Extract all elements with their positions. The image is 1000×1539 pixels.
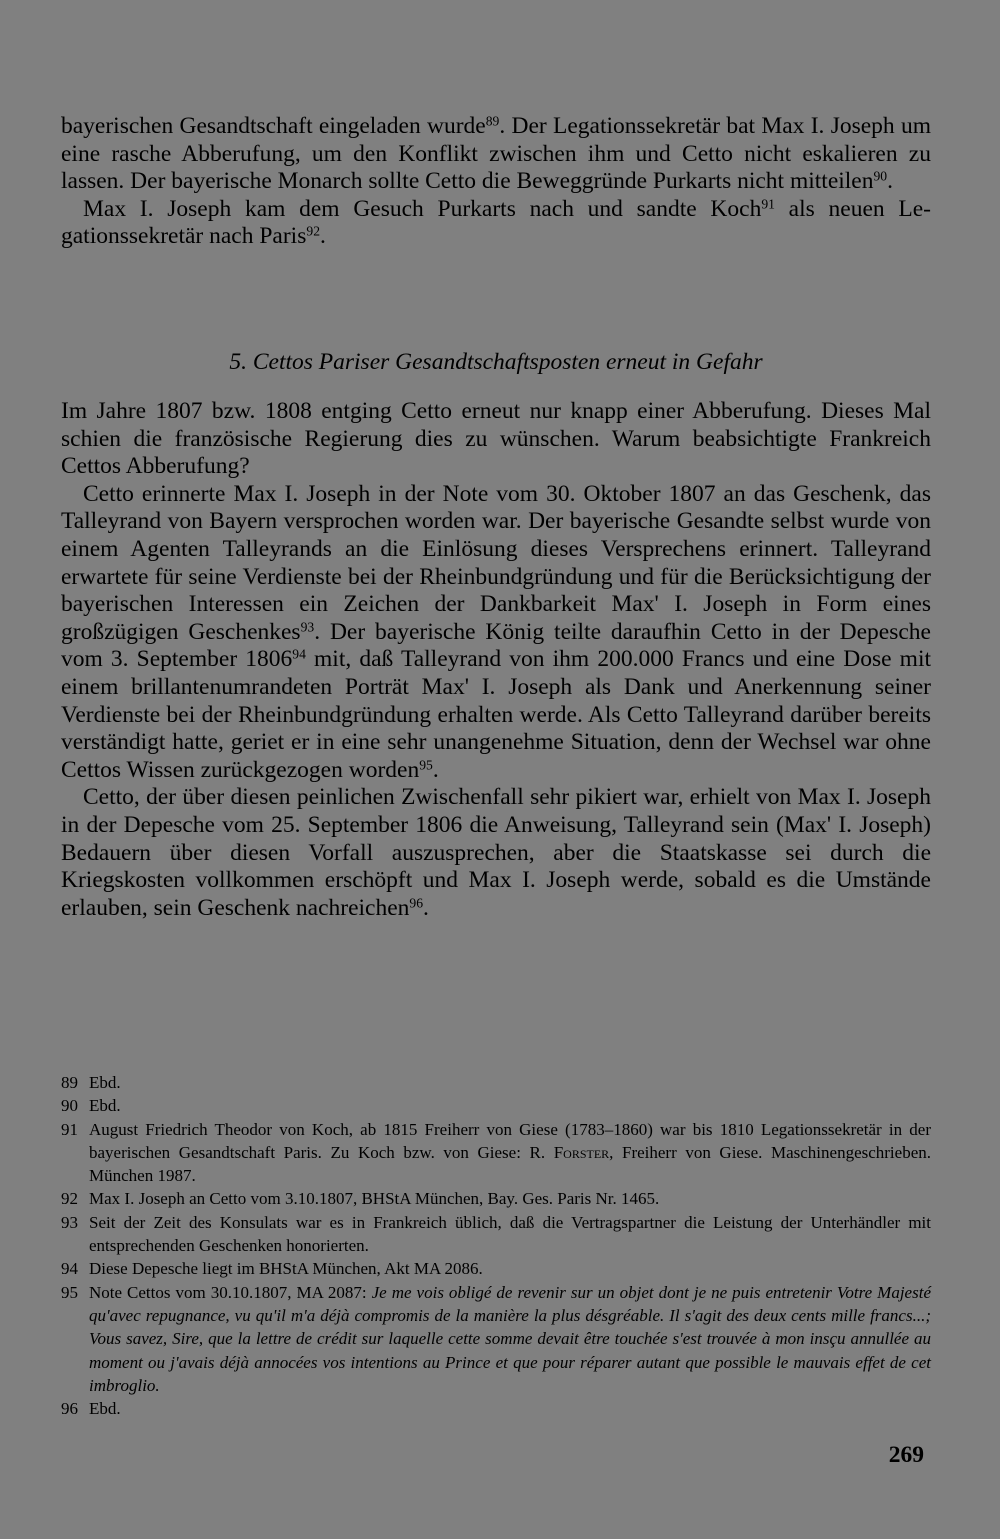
body-paragraph [61, 113, 931, 196]
body-paragraph [61, 481, 931, 785]
footnote-item [61, 1281, 931, 1397]
text-run: Ebd. [89, 1096, 121, 1116]
footnote-text [89, 1120, 931, 1186]
lead-text-block [61, 113, 931, 251]
section-heading: 5. Cettos Pariser Gesandtschaftsposten erneut in Gefahr [229, 349, 763, 375]
footnote-item [61, 1118, 931, 1188]
footnote-text [89, 1399, 121, 1418]
footnote-number: 95 [61, 1282, 78, 1302]
footnote-number: 94 [61, 1259, 78, 1279]
footnote-item [61, 1397, 931, 1420]
text-run: Diese Depesche liegt im BHStA München, Akt MA 2086. [89, 1259, 483, 1279]
text-run: Seit der Zeit des Konsulats war es in Frankreich üblich, daß die Vertragspartner die Leistung der Unterhändler mit entsprechenden Geschenken honorierten. [89, 1212, 931, 1256]
footnote-number: 90 [61, 1096, 78, 1116]
footnote-reference: 90 [873, 168, 888, 184]
footnote-reference: 91 [761, 196, 775, 212]
text-run: Max I. Joseph an Cetto vom 3.10.1807, BHStA München, Bay. Ges. Paris Nr. 1465. [89, 1189, 660, 1209]
footnote-reference: 96 [409, 895, 424, 911]
text-run: Cetto, der über diesen peinlichen Zwischenfall sehr pikiert war, erhielt von Max I. Joseph in der Depesche vom 25. September 1806 die Anweisung, Talleyrand sein (Max' I. Joseph) Bedauern über diesen Vorfall auszusprechen, aber die Staatskasse sei durch die Kriegskosten vollkommen erschöpft und Max I. Joseph werde, sobald es die Umstände erlauben, sein Geschenk nachreichen [61, 784, 931, 921]
footnote-item [61, 1257, 931, 1280]
footnote-text [89, 1259, 483, 1278]
italic-quote: Je me vois obligé de revenir sur un objet dont je ne puis entretenir Votre Majesté qu'avec repugnance, vu qu'il m'a déjà compromis de la manière la plus désgréable. Il s'agit des deux cents mille francs...; Vous savez, Sire, que la lettre de crédit sur laquelle cette somme devait être touchée s'est trouvée à mon insçu annullée au moment ou j'avais déjà annocées vos intentions au Prince et que pour réparer autant que possible le mauvais effet de cet imbroglio. [89, 1282, 931, 1395]
footnote-number: 93 [61, 1212, 78, 1232]
footnote-reference: 89 [485, 113, 500, 129]
footnote-reference: 94 [292, 646, 306, 662]
text-run: Max I. Joseph kam dem Gesuch Purkarts nach und sandte Koch [83, 195, 762, 222]
footnote-reference: 92 [306, 223, 320, 239]
footnotes-block [61, 1071, 931, 1420]
footnote-reference: 93 [300, 619, 315, 635]
page-number: 269 [888, 1442, 924, 1468]
main-text-block [61, 398, 931, 922]
footnote-number: 96 [61, 1399, 78, 1419]
footnote-text [89, 1283, 931, 1395]
footnote-item [61, 1094, 931, 1117]
footnote-item [61, 1211, 931, 1258]
footnote-text [89, 1073, 121, 1092]
body-paragraph [61, 398, 931, 481]
footnote-reference: 95 [419, 757, 433, 773]
text-run: , Freiherr von Giese. Maschinengeschrieben. München 1987. [89, 1142, 931, 1186]
text-run: Ebd. [89, 1073, 121, 1092]
text-run: Ebd. [89, 1399, 121, 1419]
text-run: . [423, 894, 429, 921]
text-run: als neuen Legationssekretär nach Paris [61, 195, 931, 250]
text-run: bayerischen Gesandtschaft eingeladen wurde [61, 113, 486, 139]
footnote-text [89, 1189, 659, 1208]
footnote-text [89, 1213, 931, 1255]
text-run: mit, daß Talleyrand von ihm 200.000 Francs und eine Dose mit einem brillantenumrandeten Porträt Max' I. Joseph als Dank und Anerkennung seiner Verdienste bei der Rheinbundgründung erhalten werde. Als Cetto Talleyrand darüber bereits verständigt hatte, geriet er in eine sehr unangenehme Situation, denn der Wechsel war ohne Cettos Wissen zurückgezogen worden [61, 646, 931, 783]
text-run: . Der bayerische König teilte daraufhin Cetto in der Depesche vom 3. September 1806 [61, 618, 931, 673]
text-run: Cetto erinnerte Max I. Joseph in der Note vom 30. Oktober 1807 an das Geschenk, das Talleyrand von Bayern versprochen worden war. Der bayerische Gesandte selbst wurde von einem Agenten Talleyrands an die Einlösung dieses Versprechens erinnert. Talleyrand erwartete für seine Verdienste bei der Rheinbundgründung und für die Berücksichtigung der bayerischen Interessen ein Zeichen der Dankbarkeit Max' I. Joseph in Form eines großzügigen Geschenkes [61, 480, 931, 645]
author-name: Forster [553, 1142, 610, 1162]
text-run: Im Jahre 1807 bzw. 1808 entging Cetto erneut nur knapp einer Abberufung. Dieses Mal schien die französische Regierung dies zu wünschen. Warum beabsichtigte Frankreich Cettos Abberufung? [61, 398, 931, 480]
footnote-number: 91 [61, 1119, 78, 1139]
footnote-number: 92 [61, 1189, 78, 1209]
body-paragraph [61, 784, 931, 922]
footnote-number: 89 [61, 1073, 78, 1092]
text-run: . [887, 168, 893, 195]
body-paragraph [61, 196, 931, 251]
footnote-item [61, 1187, 931, 1210]
text-run: Note Cettos vom 30.10.1807, MA 2087: [89, 1282, 372, 1302]
text-run: . Der Legationssekretär bat Max I. Joseph um eine rasche Abberufung, um den Konflikt zwischen ihm und Cetto nicht eskalieren zu lassen. Der bayerische Monarch sollte Cetto die Beweggründe Purkarts nicht mitteilen [61, 113, 931, 195]
text-run: . [432, 756, 439, 783]
footnote-text [89, 1096, 121, 1115]
text-run: . [320, 223, 326, 250]
footnote-item [61, 1071, 931, 1094]
text-run: August Friedrich Theodor von Koch, ab 1815 Freiherr von Giese (1783–1860) war bis 1810 Legationssekretär in der bayerischen Gesandtschaft Paris. Zu Koch bzw. von Giese: R. [89, 1119, 931, 1162]
